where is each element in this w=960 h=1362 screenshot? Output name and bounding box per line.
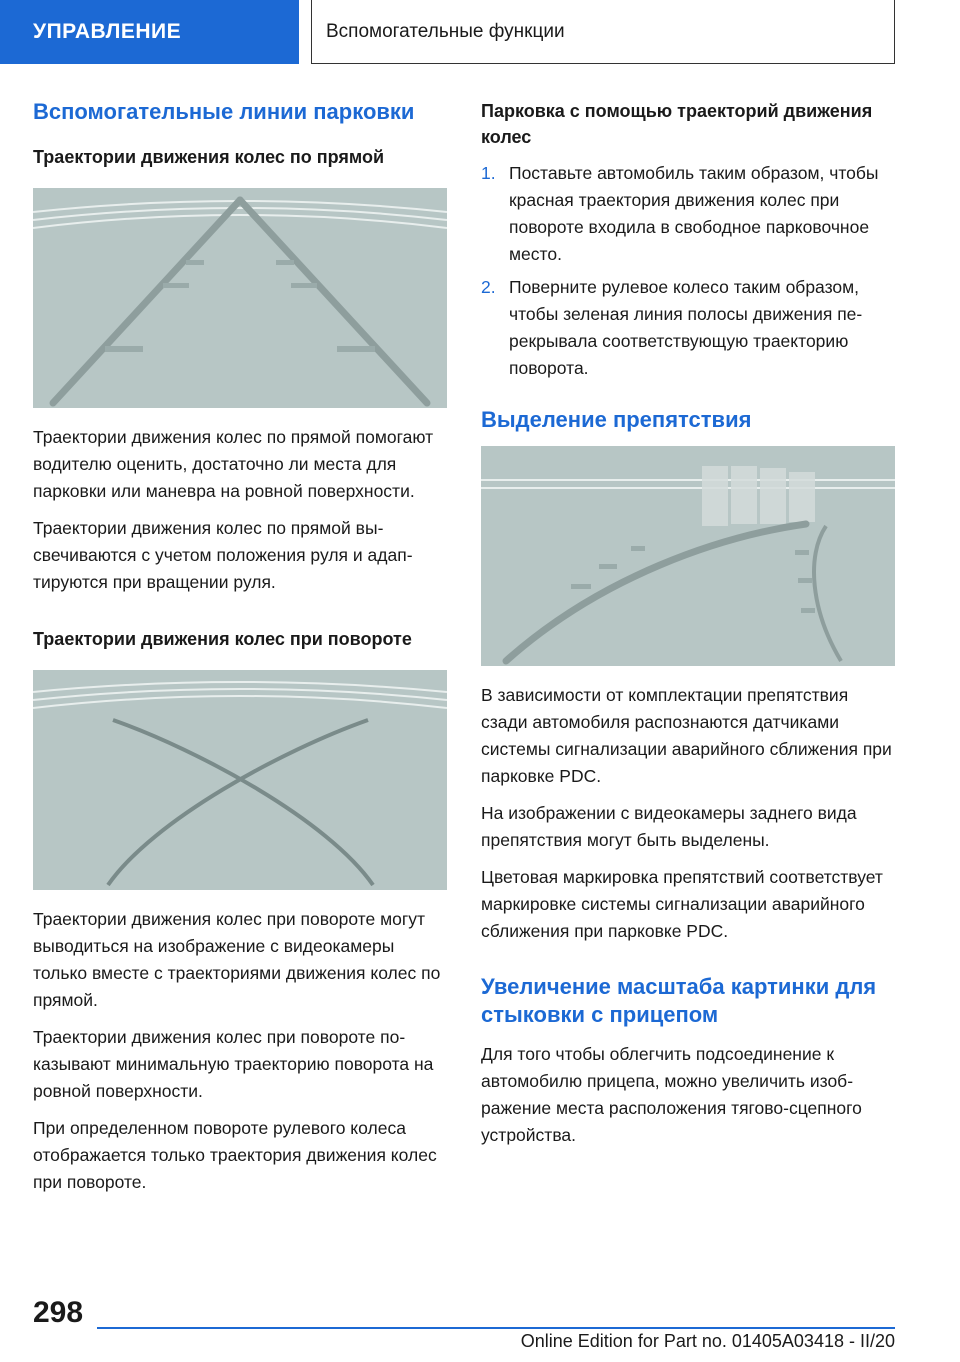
step-text: Поставьте автомобиль таким образом, чтобы красная траектория движения колес при повороте входила в свободное парковочное место.	[509, 163, 879, 264]
parking-steps-list	[481, 160, 895, 382]
turning-paths-heading: Траектории движения колес при повороте	[33, 629, 412, 649]
edition-footer: Online Edition for Part no. 01405A03418 - II/20	[520, 1331, 895, 1351]
obstacle-text-3: Цветовая маркировка препятствий соответствует маркировке системы сигнализации аварийного сближения при парковке PDC.	[481, 867, 883, 941]
obstacle-text-2: На изображении с видеокамеры заднего вида препятствия могут быть выделены.	[481, 803, 857, 850]
parking-step-2	[481, 274, 895, 382]
step-text: Поверните рулевое колесо таким образом, чтобы зеленая линия полосы движения перекрывала соответствующую траекторию поворота.	[509, 277, 863, 378]
parking-with-paths-heading: Парковка с помощью траекторий движения колес	[481, 101, 873, 147]
parking-lines-title: Вспомогательные линии парковки	[33, 99, 415, 124]
chapter-title: Вспомогательные функции	[326, 20, 565, 42]
turning-paths-text-3: При определенном повороте рулевого колеса отображается только траектория движения колес при повороте.	[33, 1118, 437, 1192]
straight-paths-text-2: Траектории движения колес по прямой высвечиваются с учетом положения руля и адаптируются при вращении руля.	[33, 518, 413, 592]
right-column	[481, 98, 895, 1159]
obstacle-text-1: В зависимости от комплектации препятствия сзади автомобиля распознаются датчиками системы сигнализации аварийного сближения при парковке PDC.	[481, 685, 892, 786]
turning-paths-text-2: Траектории движения колес при повороте показывают минимальную траекторию поворота на ровной поверхности.	[33, 1027, 434, 1101]
page-number: 298	[33, 1296, 84, 1329]
obstacle-marking-title: Выделение препятствия	[481, 407, 752, 432]
chapter-header	[311, 0, 895, 64]
obstacle-marking-figure	[481, 446, 895, 666]
section-tab	[0, 0, 299, 64]
straight-paths-text-1: Траектории движения колес по прямой помогают водителю оценить, достаточно ли места для парковки или маневра на ровной поверхности.	[33, 427, 434, 501]
trailer-zoom-text: Для того чтобы облегчить подсоединение к автомобилю прицепа, можно увеличить изображение места расположения тягово-сцепного устройства.	[481, 1044, 862, 1145]
footer-rule	[97, 1327, 895, 1329]
section-title: УПРАВЛЕНИЕ	[33, 20, 182, 43]
step-number: 2.	[481, 277, 496, 297]
step-number: 1.	[481, 163, 496, 183]
straight-paths-figure	[33, 188, 447, 408]
straight-paths-heading: Траектории движения колес по прямой	[33, 147, 385, 167]
turning-paths-text-1: Траектории движения колес при повороте могут выводиться на изображение с видеокамеры только вместе с траекториями движения колес по прямой.	[33, 909, 441, 1010]
left-column	[33, 98, 447, 1206]
turning-paths-figure	[33, 670, 447, 890]
trailer-zoom-title: Увеличение масштаба картинки для стыковки с прицепом	[481, 974, 877, 1027]
parking-step-1	[481, 160, 895, 268]
